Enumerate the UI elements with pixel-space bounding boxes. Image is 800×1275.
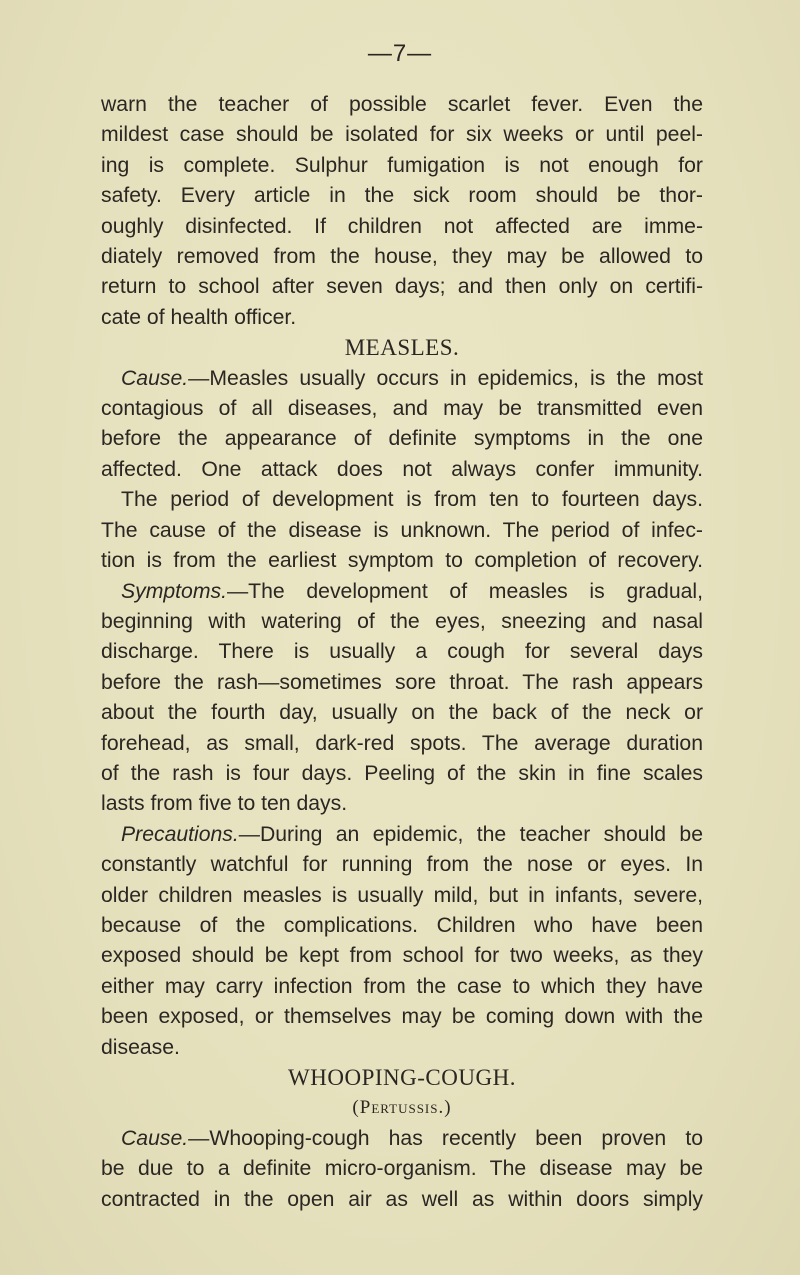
text-line: oughly disinfected. If children not affected are imme- (101, 214, 703, 238)
text-line: be due to a definite micro-organism. The disease may be (101, 1157, 703, 1181)
text-line: affected. One attack does not always confer immunity. (101, 457, 703, 481)
text-column (101, 90, 703, 1215)
text-line: Symptoms.—The development of measles is gradual, (121, 579, 703, 603)
text-line: been exposed, or themselves may be coming down with the (101, 1005, 703, 1029)
text-line: either may carry infection from the case to which they have (101, 974, 703, 998)
text-line: cate of health officer. (101, 305, 297, 329)
whooping-cough-heading: WHOOPING-COUGH. (288, 1065, 516, 1090)
text-line: exposed should be kept from school for two weeks, as they (101, 944, 703, 968)
text-line: constantly watchful for running from the nose or eyes. In (101, 853, 703, 877)
text-line: return to school after seven days; and then only on certifi- (101, 275, 703, 299)
text-line: about the fourth day, usually on the back of the neck or (101, 701, 703, 725)
text-line: because of the complications. Children who have been (101, 913, 703, 937)
text-line: disease. (101, 1035, 180, 1059)
text-line: The cause of the disease is unknown. The period of infec- (101, 518, 703, 542)
text-line: The period of development is from ten to fourteen days. (121, 488, 703, 512)
pertussis-subheading: (Pertussis.) (352, 1097, 452, 1119)
text-line: contagious of all diseases, and may be transmitted even (101, 397, 703, 421)
measles-symptoms-paragraph (101, 577, 703, 820)
text-line: diately removed from the house, they may be allowed to (101, 245, 703, 269)
text-line: lasts from five to ten days. (101, 792, 348, 816)
text-line: Cause.—Measles usually occurs in epidemics, is the most (121, 366, 703, 390)
text-line: safety. Every article in the sick room should be thor- (101, 184, 703, 208)
text-line: before the appearance of definite symptoms in the one (101, 427, 703, 451)
cause-lead: Cause. (121, 1126, 189, 1150)
text-line: Cause.—Whooping-cough has recently been proven to (121, 1126, 703, 1150)
whooping-cough-cause-paragraph (101, 1124, 703, 1215)
text-line: before the rash—sometimes sore throat. The rash appears (101, 670, 703, 694)
measles-heading: MEASLES. (344, 335, 460, 361)
text-line: Precautions.—During an epidemic, the teacher should be (121, 822, 703, 846)
page-number: —7— (367, 40, 433, 67)
text-line: contracted in the open air as well as within doors simply (101, 1187, 703, 1211)
cause-lead: Cause. (121, 366, 189, 390)
scarlet-fever-continuation (101, 90, 703, 333)
text-line: tion is from the earliest symptom to completion of recovery. (101, 549, 703, 573)
text-line: ing is complete. Sulphur fumigation is not enough for (101, 153, 703, 177)
text-line: mildest case should be isolated for six weeks or until peel- (101, 123, 703, 147)
text-line: of the rash is four days. Peeling of the skin in fine scales (101, 761, 703, 785)
text-line: discharge. There is usually a cough for several days (101, 640, 703, 664)
precautions-lead: Precautions. (121, 822, 239, 846)
text-line: warn the teacher of possible scarlet fever. Even the (101, 93, 703, 116)
symptoms-lead: Symptoms. (121, 579, 227, 603)
text-line: beginning with watering of the eyes, sneezing and nasal (101, 609, 703, 633)
text-line: forehead, as small, dark-red spots. The average duration (101, 731, 703, 755)
text-line: older children measles is usually mild, but in infants, severe, (101, 883, 703, 907)
measles-cause-paragraph (101, 364, 703, 577)
measles-precautions-paragraph (101, 820, 703, 1063)
